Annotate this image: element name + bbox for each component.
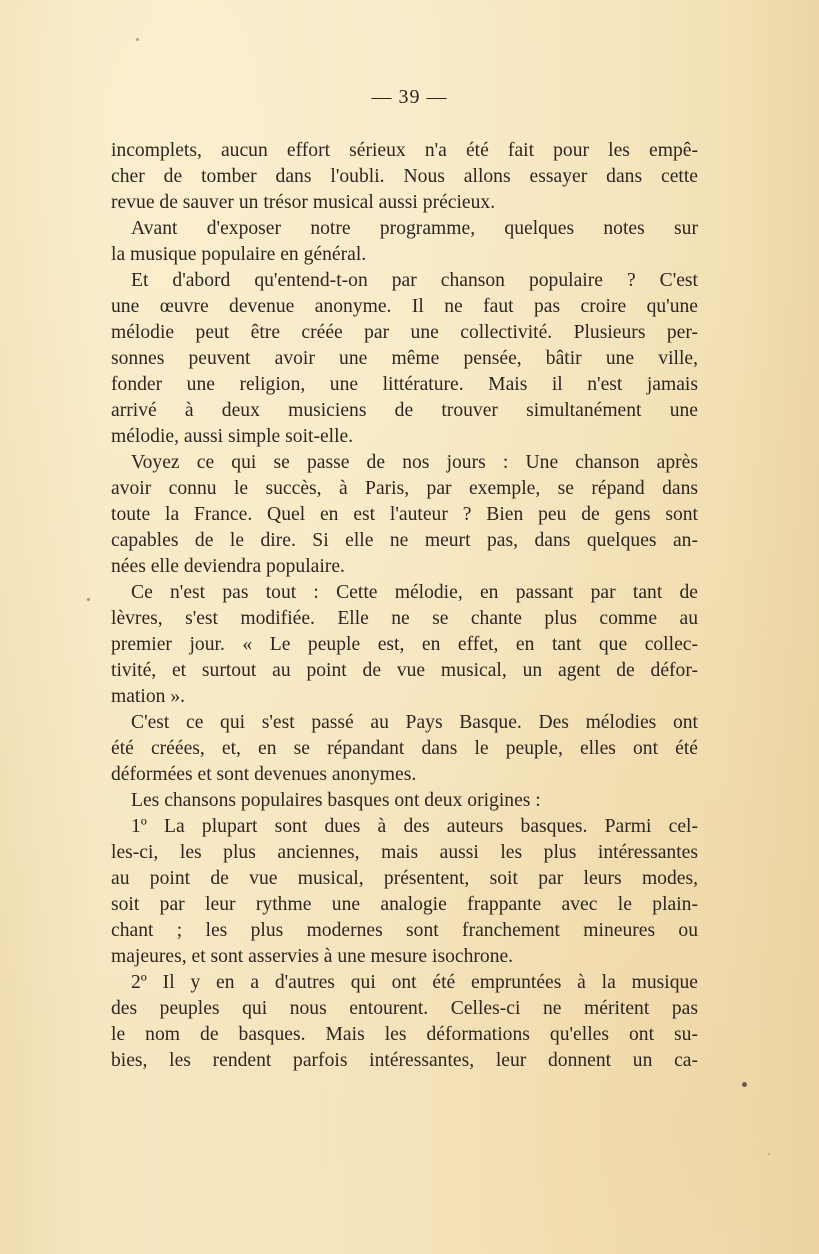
text-line: soit par leur rythme une analogie frappante avec le plain- <box>111 894 698 915</box>
paragraph-6 <box>111 710 698 788</box>
text-line: Avant d'exposer notre programme, quelques notes sur <box>131 218 698 239</box>
body-text <box>111 138 698 1074</box>
text-line: mélodie peut être créée par une collectivité. Plusieurs per- <box>111 322 698 343</box>
paragraph-7 <box>111 788 698 814</box>
text-line: été créées, et, en se répandant dans le peuple, elles ont été <box>111 738 698 759</box>
text-line: capables de le dire. Si elle ne meurt pas, dans quelques an- <box>111 530 698 551</box>
paragraph-1 <box>111 138 698 216</box>
text-line: les-ci, les plus anciennes, mais aussi les plus intéressantes <box>111 842 698 863</box>
text-line: au point de vue musical, présentent, soit par leurs modes, <box>111 868 698 889</box>
text-line: mélodie, aussi simple soit-elle. <box>111 426 354 447</box>
text-line: majeures, et sont asservies à une mesure isochrone. <box>111 946 514 967</box>
text-line: incomplets, aucun effort sérieux n'a été fait pour les empê- <box>111 140 698 161</box>
text-line: chant ; les plus modernes sont franchement mineures ou <box>111 920 698 941</box>
paper-speck <box>136 38 139 41</box>
text-line: Et d'abord qu'entend-t-on par chanson populaire ? C'est <box>131 270 698 291</box>
page-number: — 39 — <box>371 86 448 108</box>
text-line: le nom de basques. Mais les déformations qu'elles ont su- <box>111 1024 698 1045</box>
text-line: Ce n'est pas tout : Cette mélodie, en passant par tant de <box>131 582 698 603</box>
text-line: Voyez ce qui se passe de nos jours : Une chanson après <box>131 452 698 473</box>
paragraph-4 <box>111 450 698 580</box>
text-line: avoir connu le succès, à Paris, par exemple, se répand dans <box>111 478 698 499</box>
text-line: déformées et sont devenues anonymes. <box>111 764 417 785</box>
text-line: lèvres, s'est modifiée. Elle ne se chante plus comme au <box>111 608 698 629</box>
text-line: mation ». <box>111 686 186 707</box>
text-line: revue de sauver un trésor musical aussi précieux. <box>111 192 496 213</box>
text-line: bies, les rendent parfois intéressantes, leur donnent un ca- <box>111 1050 698 1071</box>
text-line: toute la France. Quel en est l'auteur ? Bien peu de gens sont <box>111 504 698 525</box>
text-line: fonder une religion, une littérature. Mais il n'est jamais <box>111 374 698 395</box>
text-line: premier jour. « Le peuple est, en effet, en tant que collec- <box>111 634 698 655</box>
text-line: cher de tomber dans l'oubli. Nous allons essayer dans cette <box>111 166 698 187</box>
text-line: Les chansons populaires basques ont deux origines : <box>131 790 541 811</box>
text-line: C'est ce qui s'est passé au Pays Basque. Des mélodies ont <box>131 712 698 733</box>
text-line: sonnes peuvent avoir une même pensée, bâtir une ville, <box>111 348 698 369</box>
text-line: des peuples qui nous entourent. Celles-ci ne méritent pas <box>111 998 698 1019</box>
paragraph-9 <box>111 970 698 1074</box>
text-line: arrivé à deux musiciens de trouver simultanément une <box>111 400 698 421</box>
text-line: la musique populaire en général. <box>111 244 367 265</box>
paper-speck <box>87 598 90 601</box>
text-line: 1º La plupart sont dues à des auteurs basques. Parmi cel- <box>131 816 698 837</box>
paragraph-8 <box>111 814 698 970</box>
paragraph-2 <box>111 216 698 268</box>
text-line: tivité, et surtout au point de vue musical, un agent de défor- <box>111 660 698 681</box>
text-line: 2º Il y en a d'autres qui ont été empruntées à la musique <box>131 972 698 993</box>
paper-speck <box>742 1082 747 1087</box>
paper-speck <box>768 1153 770 1155</box>
paragraph-3 <box>111 268 698 450</box>
text-line: nées elle deviendra populaire. <box>111 556 345 577</box>
paragraph-5 <box>111 580 698 710</box>
text-line: une œuvre devenue anonyme. Il ne faut pas croire qu'une <box>111 296 698 317</box>
